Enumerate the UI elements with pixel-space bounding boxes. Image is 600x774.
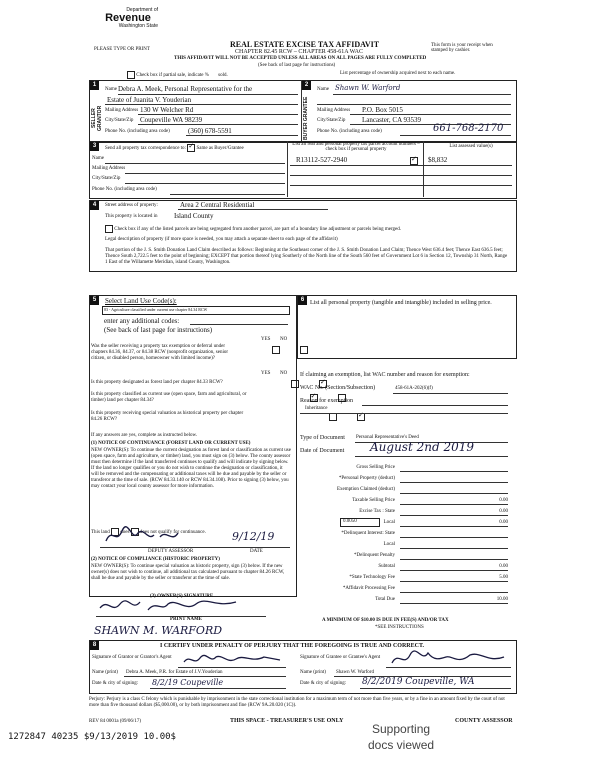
county-value[interactable]: Island County (174, 212, 214, 220)
buyer-phone-label: Phone No. (including area code) (317, 129, 382, 134)
tax-row-label: *Affidavit Processing Fee (342, 586, 395, 591)
assessed-value[interactable]: $8,832 (428, 156, 448, 164)
tax-row-value[interactable]: 10.00 (496, 597, 508, 602)
seller-phone-value[interactable]: (360) 678-5591 (188, 127, 232, 135)
tax-row-label: Exemption Claimed (deduct) (336, 487, 395, 492)
q3-text: Is this property classified as current use (open space, farm and agricultural, or timber) land per chapter 84.34? (91, 392, 247, 403)
grantor-signature-icon (180, 652, 285, 668)
section-6-badge: 6 (298, 296, 307, 305)
assessor-date-value[interactable]: 9/12/19 (232, 530, 275, 543)
owner-signature-icon (96, 596, 246, 616)
grantee-name-value[interactable]: Shawn W. Warford (336, 670, 374, 675)
sold-label: sold. (218, 73, 228, 79)
section-4-badge: 4 (90, 201, 99, 210)
dept-line3: Washington State (118, 23, 158, 29)
grantor-date-value[interactable]: 8/2/19 Coupeville (152, 678, 224, 687)
rev-number: REV 84 0001a (09/06/17) (89, 719, 141, 724)
land-use-label: Select Land Use Code(s): (105, 297, 177, 305)
yes-header-1: YES (261, 337, 271, 342)
tax-row-label: Gross Selling Price (356, 465, 395, 470)
section-8-badge: 8 (90, 641, 99, 650)
certify-text: I CERTIFY UNDER PENALTY OF PERJURY THAT THE FOREGOING IS TRUE AND CORRECT. (160, 643, 425, 649)
local-rate-value: 0.0050 (343, 519, 357, 524)
send-correspondence (105, 144, 244, 152)
segregation-row (105, 225, 401, 233)
doc-type-label: Type of Document (300, 435, 345, 441)
q2-text: Is this property designated as forest land per chapter 84.33 RCW? (91, 380, 223, 385)
tax-row-label: Total Due (375, 597, 395, 602)
section-1-badge: 1 (90, 81, 99, 90)
date-label: DATE (250, 549, 263, 554)
partial-sale-label: Check box if partial sale, indicate % (136, 73, 209, 79)
grantee-date-label: Date & city of signing: (300, 681, 347, 686)
tax-row-value[interactable]: 0.00 (499, 520, 508, 525)
tax-row-label: *Personal Property (deduct) (338, 476, 395, 481)
dept-logo-block (98, 7, 158, 29)
parcel-header: List all real and personal property tax parcel account numbers – check box if personal property (292, 142, 420, 152)
if-yes-note: If any answers are yes, complete as instructed below. (91, 433, 198, 438)
tax-row-value[interactable]: 0.00 (499, 498, 508, 503)
perjury-note: Perjury: Perjury is a class C felony which is punishable by imprisonment in the state correctional institution for a maximum term of not more than five years, or by a fine in an amount fixed by the court of not more than five thousand dollars ($5,000.00), or by both imprisonment and fine (RCW 9A.20.020 (1C)). (89, 697, 505, 708)
seller-mail-value[interactable]: 130 W Welcher Rd (140, 106, 194, 114)
seller-phone-label: Phone No. (including area code) (105, 129, 170, 134)
tax-row-label: Subtotal (378, 564, 395, 569)
street-value[interactable]: Area 2 Central Residential (180, 201, 255, 209)
grantee-sig-label: Signature of Grantee or Grantee's Agent (300, 655, 381, 660)
partial-sale-checkbox[interactable] (127, 71, 135, 79)
grantor-name-value[interactable]: Debra A. Meek, P.R. for Estate of J.V.Youderian (126, 670, 223, 675)
reason-label: Reason for exemption (300, 398, 353, 404)
tax-row-value[interactable]: 0.00 (499, 509, 508, 514)
s3-city-label: City/State/Zip (92, 176, 121, 181)
watermark-line2: docs viewed (368, 738, 435, 752)
tax-row-value[interactable]: 5.00 (499, 575, 508, 580)
historic-text: NEW OWNER(S): To continue special valuation as historic property, sign (3) below. If the new owner(s) does not wish to continue, all additional tax calculated pursuant to chapter 84.26 RCW, shall be due and payable by the seller or transferor at the time of sale. (91, 564, 285, 581)
form-chapter: CHAPTER 82.45 RCW – CHAPTER 458-61A WAC (235, 49, 363, 55)
additional-codes-label: enter any additional codes: (104, 317, 180, 325)
grantor-date-label: Date & city of signing: (92, 681, 139, 686)
dept-line1: Department of (126, 7, 158, 13)
wac-value[interactable]: 458-61A-202(6)(f) (395, 386, 433, 391)
grantee-date-value[interactable]: 8/2/2019 Coupeville, WA (362, 677, 475, 687)
legal-description[interactable]: That portion of the J. S. Smith Donation Land Claim described as follows: Beginning at the Southeast corner of the J. S. Smith Donation Land Claim; Thence West 636.4 feet; Thence East 636.5 feet; Thence South 2,722.5 feet to the point of beginning; EXCEPT that portion thereof lying Southerly of the North line of the South 560 feet of Government Lot 6 in Section 12, Township 31 North, Range 1 East of the Willamette Meridian, island County, Washington. (105, 248, 508, 265)
tax-row-label: Excise Tax : State (359, 509, 395, 514)
parcel-number[interactable]: R13112-527-2940 (296, 156, 348, 164)
form-warning: THIS AFFIDAVIT WILL NOT BE ACCEPTED UNLESS ALL AREAS ON ALL PAGES ARE FULLY COMPLETED (174, 56, 427, 61)
buyer-mail-label: Mailing Address (317, 108, 351, 113)
continuance-text: NEW OWNER(S): To continue the current designation as forest land or classification as current use (open space, farm and agriculture, or timber) land, you must sign on (3) below. The county assessor must then determine if the land transferred continues to qualify and will indicate by signing below. If the land no longer qualifies or you do not wish to continue the designation or classification, it will be removed and the compensating or additional taxes will be due and payable by the seller or transferor at the time of sale. (RCW 84.33.140 or RCW 84.34.108). Prior to signing (3) below, you may contact your local county assessor for more information. (91, 448, 291, 489)
seller-city-value[interactable]: Coupeville WA 98239 (140, 116, 203, 124)
dept-logo: Revenue (105, 12, 151, 24)
buyer-mail-value[interactable]: P.O. Box 5015 (362, 106, 403, 114)
deputy-label: DEPUTY ASSESSOR (148, 549, 194, 554)
please-type: PLEASE TYPE OR PRINT (94, 47, 150, 52)
buyer-city-value[interactable]: Lancaster, CA 93539 (362, 116, 422, 124)
tax-row-label: Local (383, 542, 395, 547)
buyer-phone-value[interactable]: 661-768-2170 (433, 123, 504, 134)
wac-label: WAC No. (Section/Subsection) (300, 385, 376, 391)
claiming-note: If claiming an exemption, list WAC number and reason for exemption: (300, 372, 470, 378)
q4-no[interactable] (357, 413, 365, 421)
segregation-checkbox[interactable] (105, 225, 113, 233)
same-as-buyer-label: Same as Buyer/Grantee (196, 146, 244, 152)
q1-text: Was the seller receiving a property tax exemption or deferral under chapters 84.36, 84.37, or 84.38 RCW (nonprofit organization, senior citizen, or disabled person, homeowner with limited income)? (91, 344, 229, 361)
watermark-line1: Supporting (372, 722, 431, 736)
tax-row-label: *State Technology Fee (349, 575, 395, 580)
tax-row-value[interactable]: 0.00 (499, 564, 508, 569)
tax-row-label: *Delinquent Penalty (354, 553, 395, 558)
seller-name-label: Name (105, 87, 117, 92)
q2-yes[interactable] (291, 380, 299, 388)
buyer-name-value[interactable]: Shawn W. Warford (335, 84, 401, 92)
county-assessor: COUNTY ASSESSOR (455, 718, 513, 724)
owner-sig-label: (3) OWNER(S) SIGNATURE (150, 594, 214, 599)
seller-name-value[interactable]: Debra A. Meek, Personal Representative for the (118, 85, 253, 93)
personal-property-checkbox[interactable] (410, 157, 418, 165)
county-label: This property is located in (105, 214, 158, 219)
form-title: REAL ESTATE EXCISE TAX AFFIDAVIT (230, 40, 380, 49)
segregation-label: Check box if any of the listed parcels are being segregated from another parcel, are part of a boundary line adjustment or parcels being merged. (114, 227, 401, 233)
same-as-buyer-checkbox[interactable] (187, 144, 195, 152)
buyer-city-label: City/State/Zip (317, 118, 346, 123)
minimum-note: A MINIMUM OF $10.00 IS DUE IN FEE(S) AND/OR TAX (322, 618, 449, 623)
cashier-stamp: 1272847 40235 $9/13/2019 10.00$ (8, 732, 176, 742)
partial-sale-row (127, 71, 228, 79)
does-not-label: does not qualify for continuance. (139, 530, 206, 536)
treasurer-space: THIS SPACE - TREASURER'S USE ONLY (230, 718, 344, 724)
section-5-badge: 5 (90, 296, 99, 305)
yes-header-2: YES (261, 371, 271, 376)
land-label: This land (91, 530, 110, 536)
grantee-signature-icon (388, 649, 508, 669)
receipt-note: This form is your receipt when stamped by cashier. (431, 43, 493, 53)
q4-text: Is this property receiving special valuation as historical property per chapter 84.26 RCW? (91, 411, 244, 422)
doc-date-value[interactable]: August 2nd 2019 (370, 440, 474, 454)
does-label: does (120, 530, 130, 536)
see-instructions: *SEE INSTRUCTIONS (375, 625, 424, 630)
personal-property-note: List all personal property (tangible and intangible) included in selling price. (310, 300, 492, 306)
q1-yes[interactable] (272, 346, 280, 354)
s3-mail-label: Mailing Address (92, 166, 126, 171)
doc-type-value[interactable]: Personal Representative's Deed (356, 435, 419, 440)
grantor-name-label: Name (print) (92, 670, 118, 675)
seller-side-label: SELLER GRANTOR (91, 105, 103, 131)
doc-date-label: Date of Document (300, 448, 345, 454)
assessor-signature-icon (102, 525, 202, 547)
seller-city-label: City/State/Zip (105, 118, 134, 123)
buyer-side-label: BUYER GRANTEE (303, 96, 309, 140)
seller-mail-label: Mailing Address (105, 108, 139, 113)
print-name-label: PRINT NAME (170, 617, 202, 622)
legal-label: Legal description of property (if more space is needed, you may attach a separate sheet to each page of the affidavit) (105, 237, 338, 242)
historic-title: (2) NOTICE OF COMPLIANCE (HISTORIC PROPERTY) (91, 557, 220, 562)
no-header-2: NO (280, 371, 288, 376)
tax-row-label: Taxable Selling Price (352, 498, 395, 503)
grantor-sig-label: Signature of Grantor or Grantor's Agent (92, 655, 172, 660)
tax-row-label: Local (383, 520, 395, 525)
seller-name-value2[interactable]: Estate of Juanita V. Youderian (107, 96, 192, 104)
send-label: Send all property tax correspondence to: (105, 146, 186, 152)
s5-seeback: (See back of last page for instructions) (104, 326, 213, 334)
continuance-title: (1) NOTICE OF CONTINUANCE (FOREST LAND OR CURRENT USE) (91, 441, 251, 446)
no-header-1: NO (280, 337, 288, 342)
section-2-badge: 2 (302, 81, 311, 90)
buyer-name-label: Name (317, 87, 329, 92)
s3-phone-label: Phone No. (including area code) (92, 187, 157, 192)
assessed-header: List assessed value(s) (449, 144, 493, 149)
grantee-name-label: Name (print) (300, 670, 326, 675)
section-3-badge: 3 (90, 142, 99, 151)
street-label: Street address of property: (105, 203, 158, 208)
reason-value[interactable]: Inheritance (305, 406, 328, 411)
form-seeback: (See back of last page for instructions) (258, 63, 336, 68)
ownership-note: List percentage of ownership acquired next to each name. (340, 71, 456, 76)
s3-name-label: Name (92, 156, 104, 161)
tax-row-label: *Delinquent Interest: State (341, 531, 395, 536)
land-use-code: 83 - Agriculture classified under current use chapter 84.34 RCW (104, 307, 208, 312)
print-name-value[interactable]: SHAWN M. WARFORD (94, 624, 223, 637)
q4-yes[interactable] (329, 413, 337, 421)
